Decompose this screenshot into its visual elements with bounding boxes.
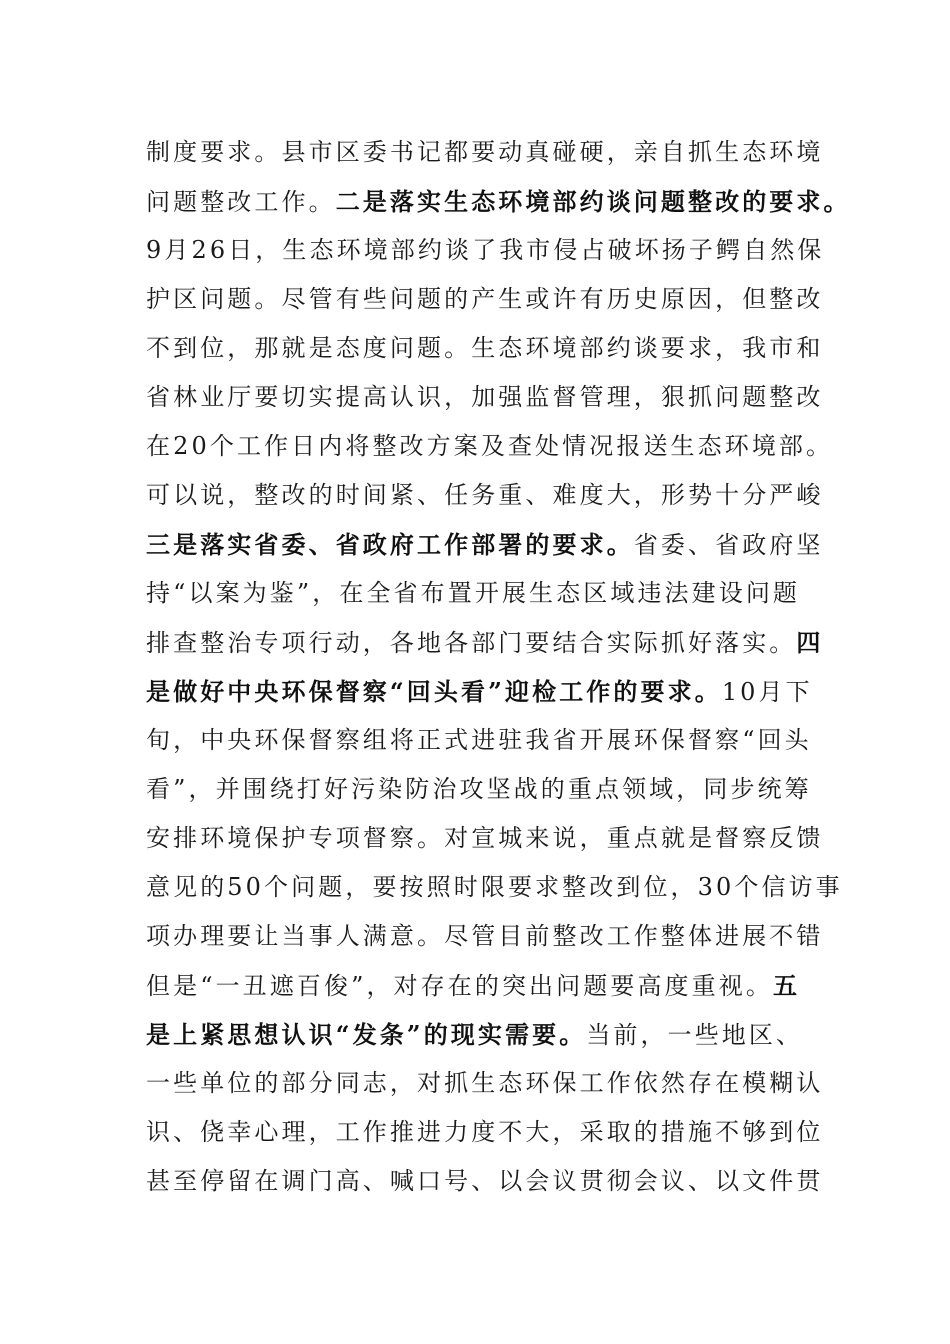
text-line xyxy=(146,520,826,569)
bold-heading-text: 四 xyxy=(796,628,824,657)
text-line xyxy=(146,863,843,912)
text-line xyxy=(146,373,826,422)
body-text: 项办理要让当事人满意。尽管目前整改工作整体进展不错 xyxy=(146,922,824,950)
text-line xyxy=(146,667,826,716)
text-line xyxy=(146,275,826,324)
bold-heading-text: 二是落实生态环境部约谈问题整改的要求。 xyxy=(335,187,851,216)
body-text: 一些单位的部分同志，对抓生态环保工作依然存在模糊认 xyxy=(146,1069,824,1097)
body-text: 省林业厅要切实提高认识，加强监督管理，狠抓问题整改 xyxy=(146,383,824,411)
text-line xyxy=(146,1059,826,1108)
body-text: 但是“一丑遮百俊”，对存在的突出问题要高度重视。 xyxy=(146,972,773,1000)
bold-heading-text: 是做好中央环保督察“回头看”迎检工作的要求。 xyxy=(146,677,722,706)
text-line xyxy=(146,618,826,667)
body-text: 省委、省政府坚 xyxy=(633,531,824,559)
body-text: 当前，一些地区、 xyxy=(586,1021,804,1049)
document-body xyxy=(146,128,851,1206)
text-line xyxy=(146,912,826,961)
text-line xyxy=(146,226,826,275)
body-text: 护区问题。尽管有些问题的产生或许有历史原因，但整改 xyxy=(146,285,824,313)
body-text: 在20个工作日内将整改方案及查处情况报送生态环境部。 xyxy=(146,432,834,460)
body-text: 不到位，那就是态度问题。生态环境部约谈要求，我市和 xyxy=(146,334,824,362)
body-text: 旬，中央环保督察组将正式进驻我省开展环保督察“回头 xyxy=(146,726,812,754)
bold-heading-text: 是上紧思想认识“发条”的现实需要。 xyxy=(146,1020,587,1049)
text-line xyxy=(146,1157,826,1206)
text-line xyxy=(146,324,826,373)
body-text: 制度要求。县市区委书记都要动真碰硬，亲自抓生态环境 xyxy=(146,138,824,166)
body-text: 看”，并围绕打好污染防治攻坚战的重点领域，同步统筹 xyxy=(146,775,812,803)
body-text: 10月下 xyxy=(721,678,813,706)
text-line xyxy=(146,716,826,765)
body-text: 识、侥幸心理，工作推进力度不大，采取的措施不够到位 xyxy=(146,1118,824,1146)
body-text: 意见的50个问题，要按照时限要求整改到位，30个信访事 xyxy=(146,873,843,901)
body-text: 安排环境保护专项督察。对宣城来说，重点就是督察反馈 xyxy=(146,824,824,852)
text-line xyxy=(146,1108,826,1157)
body-text: 9月26日，生态环境部约谈了我市侵占破坏扬子鳄自然保 xyxy=(146,236,825,264)
text-line xyxy=(146,765,826,814)
bold-heading-text: 五 xyxy=(772,971,801,1000)
body-text: 甚至停留在调门高、喊口号、以会议贯彻会议、以文件贯 xyxy=(146,1167,824,1195)
text-line xyxy=(146,814,826,863)
text-line xyxy=(146,128,826,177)
text-line xyxy=(146,961,826,1010)
text-line xyxy=(146,177,851,226)
text-line xyxy=(146,422,834,471)
body-text: 排查整治专项行动，各地各部门要结合实际抓好落实。 xyxy=(146,629,797,657)
text-line xyxy=(146,471,826,520)
body-text: 可以说，整改的时间紧、任务重、难度大，形势十分严峻 xyxy=(146,481,824,509)
body-text: 问题整改工作。 xyxy=(146,188,336,216)
body-text: 持“以案为鉴”，在全省布置开展生态区域违法建设问题 xyxy=(146,579,801,607)
text-line xyxy=(146,569,826,618)
text-line xyxy=(146,1010,826,1059)
bold-heading-text: 三是落实省委、省政府工作部署的要求。 xyxy=(146,530,634,559)
